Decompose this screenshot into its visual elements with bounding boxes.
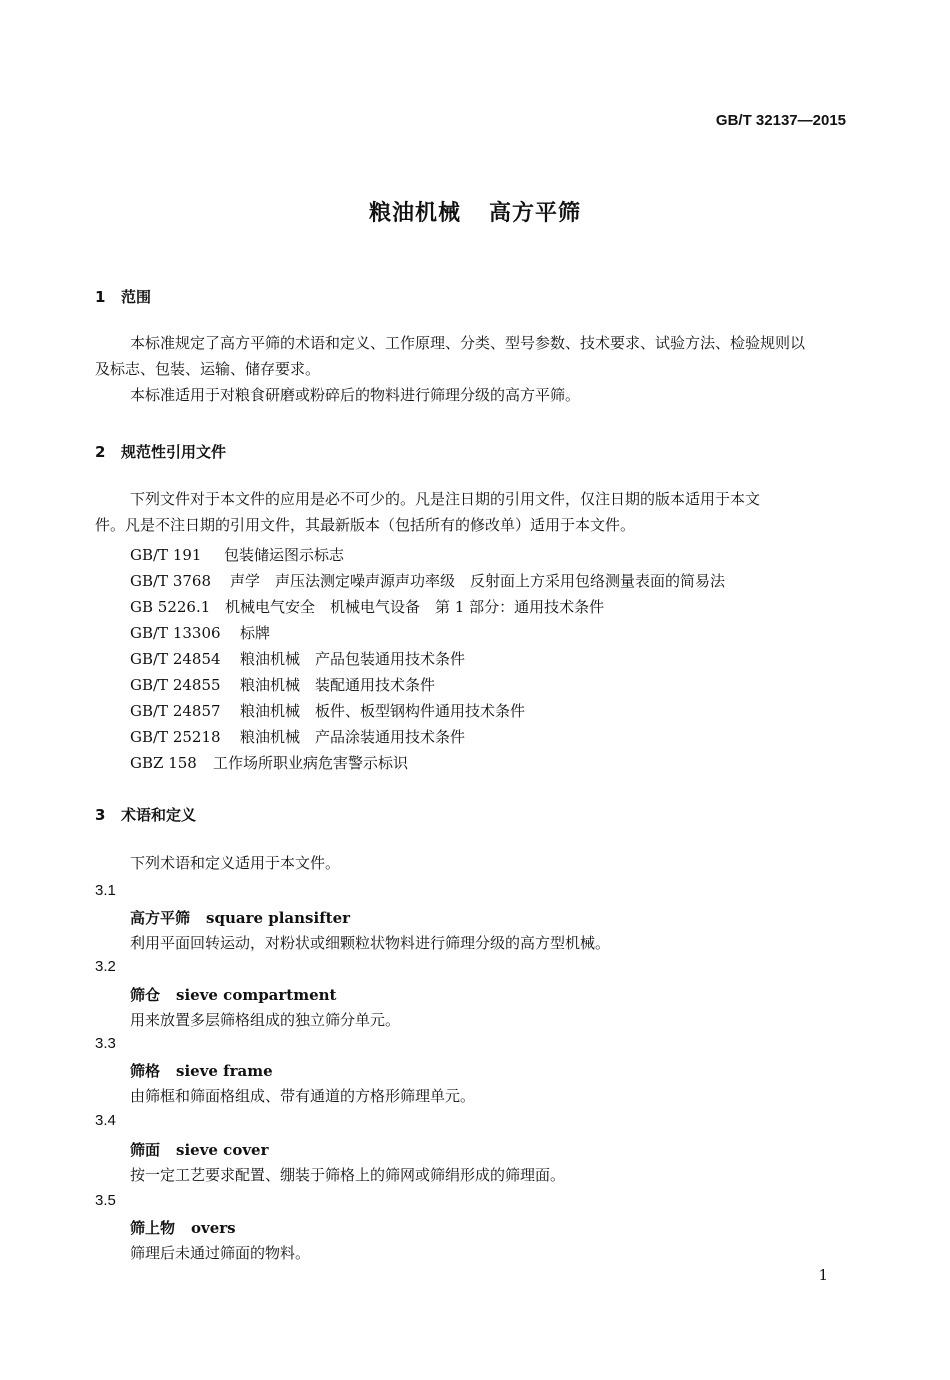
reference-item [130,544,344,565]
reference-code: GB/T 191 [130,546,202,564]
term-heading [130,1139,268,1160]
reference-title: 粮油机械 装配通用技术条件 [240,676,436,694]
title-part1: 粮油机械 [368,201,461,226]
section-title: 术语和定义 [121,806,197,824]
reference-title: 声学 声压法测定噪声源声功率级 反射面上方采用包络测量表面的简易法 [230,572,726,590]
reference-code: GB 5226.1 [130,598,211,616]
reference-title: 标牌 [240,624,271,642]
term-english: square plansifter [206,909,351,927]
term-heading [130,1217,236,1238]
reference-title: 粮油机械 产品涂装通用技术条件 [240,728,466,746]
reference-title: 机械电气安全 机械电气设备 第 1 部分：通用技术条件 [225,598,605,616]
term-number: 3.1 [95,882,116,899]
section-number: 1 [95,288,106,306]
section-title: 范围 [121,288,152,306]
term-definition: 用来放置多层筛格组成的独立筛分单元。 [130,1011,401,1029]
term-heading [130,1060,273,1081]
scope-paragraph-2: 本标准适用于对粮食研磨或粉碎后的物料进行筛理分级的高方平筛。 [130,386,581,404]
term-english: sieve frame [176,1062,273,1080]
term-chinese: 筛上物 [130,1219,176,1237]
scope-paragraph-1-line-1: 本标准规定了高方平筛的术语和定义、工作原理、分类、型号参数、技术要求、试验方法、检验规则以 [130,334,806,352]
reference-item [130,648,465,669]
document-title [0,196,950,227]
reference-code: GB/T 24855 [130,676,221,694]
references-intro-line-1: 下列文件对于本文件的应用是必不可少的。凡是注日期的引用文件，仅注日期的版本适用于本文 [130,490,761,508]
section-1-heading [95,286,151,307]
section-2-heading [95,441,226,462]
term-english: sieve compartment [176,986,337,1004]
reference-item [130,674,435,695]
standard-number: GB/T 32137—2015 [715,112,846,129]
reference-code: GBZ 158 [130,754,197,772]
term-chinese: 筛仓 [130,986,161,1004]
scope-paragraph-1-line-2: 及标志、包装、运输、储存要求。 [95,360,321,378]
reference-code: GB/T 24854 [130,650,221,668]
reference-code: GB/T 24857 [130,702,221,720]
section-3-heading [95,804,196,825]
reference-code: GB/T 13306 [130,624,221,642]
term-heading [130,984,336,1005]
reference-code: GB/T 3768 [130,572,212,590]
page-number: 1 [818,1266,828,1284]
section-title: 规范性引用文件 [121,443,227,461]
term-chinese: 筛面 [130,1141,161,1159]
reference-item [130,570,725,591]
section-number: 2 [95,443,106,461]
reference-code: GB/T 25218 [130,728,221,746]
term-english: overs [191,1219,236,1237]
reference-item [130,700,525,721]
term-number: 3.2 [95,958,116,975]
term-number: 3.5 [95,1192,116,1209]
term-chinese: 筛格 [130,1062,161,1080]
reference-title: 工作场所职业病危害警示标识 [213,754,409,772]
reference-title: 粮油机械 产品包装通用技术条件 [240,650,466,668]
reference-item [130,726,465,747]
term-number: 3.4 [95,1112,116,1129]
title-part2: 高方平筛 [489,201,582,226]
reference-title: 粮油机械 板件、板型钢构件通用技术条件 [240,702,526,720]
term-definition: 利用平面回转运动，对粉状或细颗粒状物料进行筛理分级的高方型机械。 [130,934,611,952]
terms-intro: 下列术语和定义适用于本文件。 [130,854,341,872]
term-heading [130,907,350,928]
reference-item [130,596,604,617]
reference-item [130,622,270,643]
term-english: sieve cover [176,1141,269,1159]
term-chinese: 高方平筛 [130,909,191,927]
term-definition: 由筛框和筛面格组成、带有通道的方格形筛理单元。 [130,1087,476,1105]
term-definition: 按一定工艺要求配置、绷装于筛格上的筛网或筛绢形成的筛理面。 [130,1166,566,1184]
reference-title: 包装储运图示标志 [224,546,345,564]
reference-item [130,752,408,773]
term-definition: 筛理后未通过筛面的物料。 [130,1244,311,1262]
term-number: 3.3 [95,1035,116,1052]
section-number: 3 [95,806,106,824]
references-intro-line-2: 件。凡是不注日期的引用文件，其最新版本（包括所有的修改单）适用于本文件。 [95,516,636,534]
